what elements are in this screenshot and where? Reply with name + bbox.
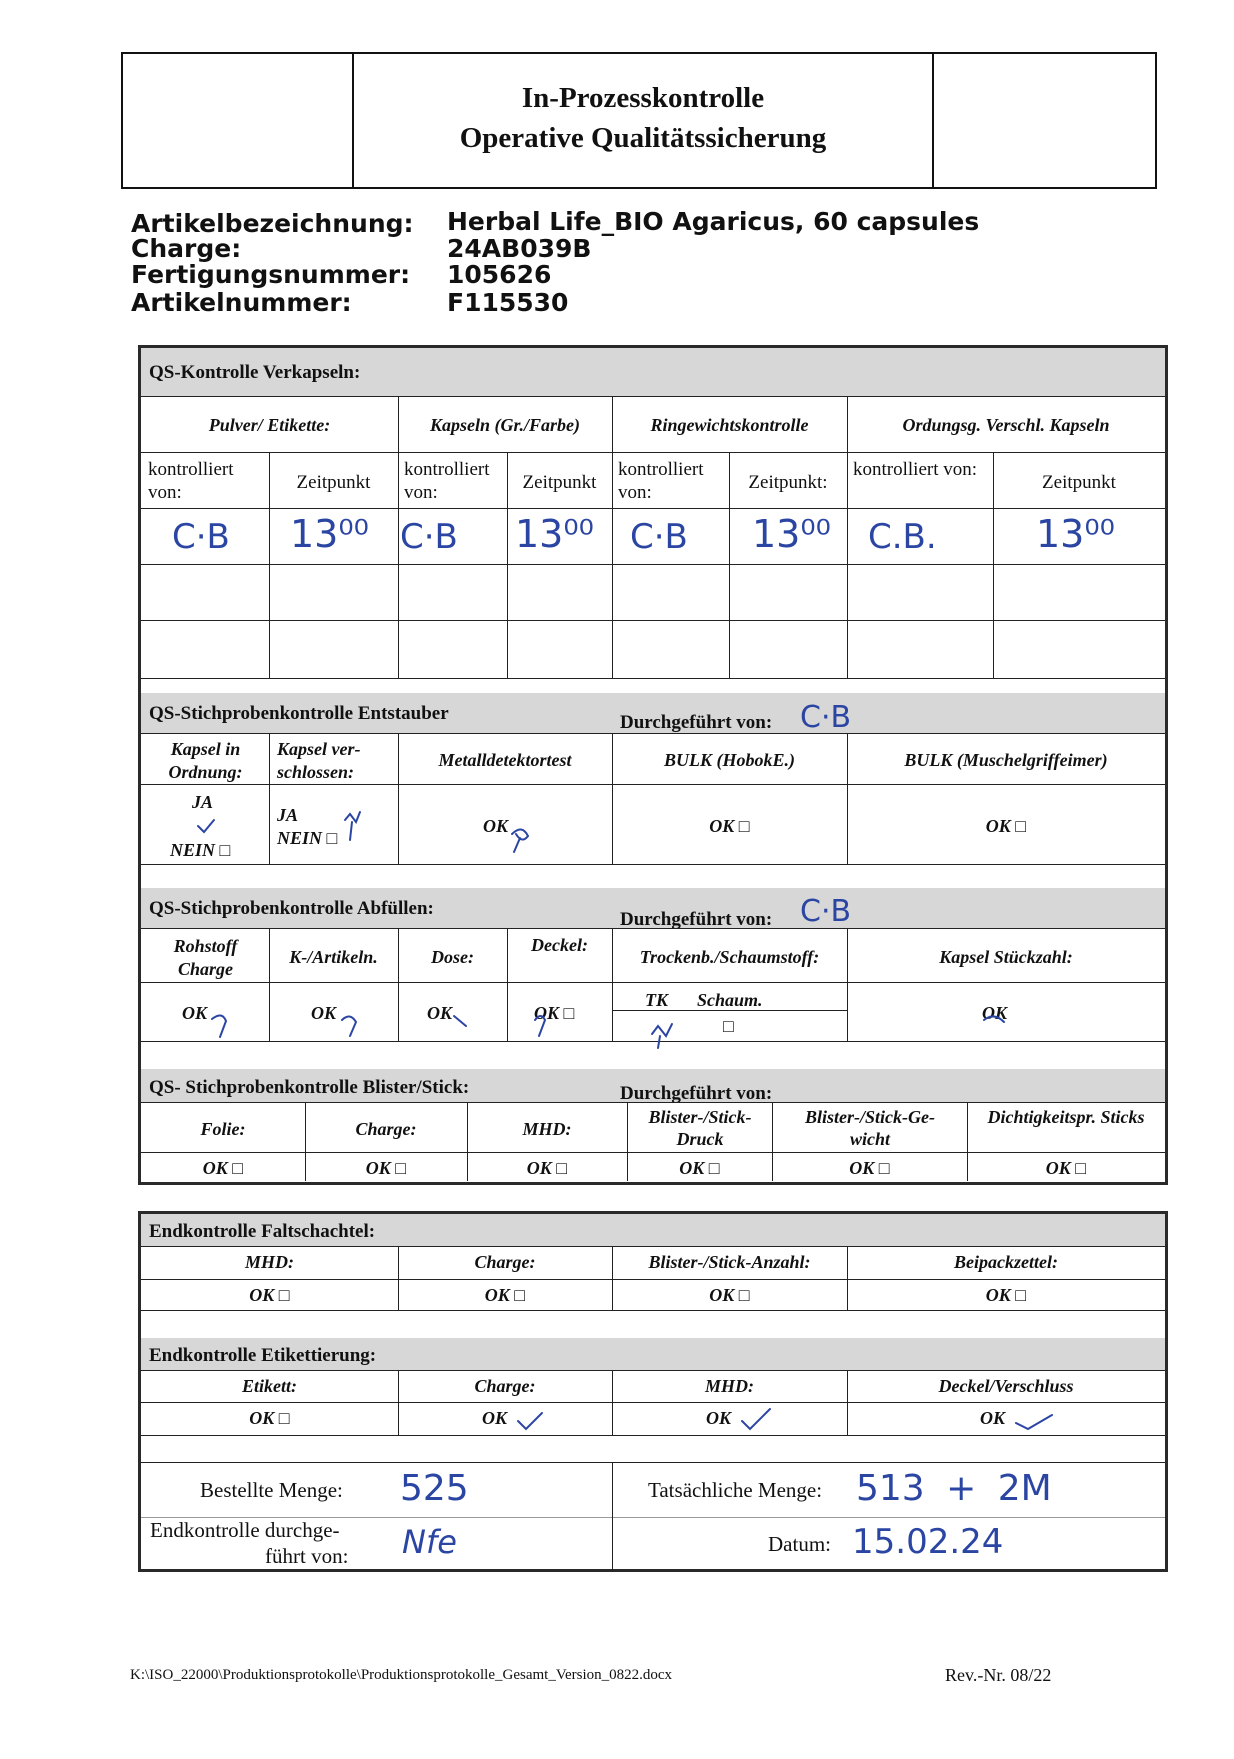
col-folie: Folie: [200, 1119, 246, 1139]
value-artikelbezeichnung: Herbal Life_BIO Agaricus, 60 capsules [447, 207, 980, 236]
check-mark-deckel [535, 1016, 545, 1036]
sub-kontrolliert-1: kontrolliert von: [148, 459, 234, 503]
falt-ok-mhd[interactable]: OK □ [249, 1285, 290, 1305]
check-mark-ja-1 [198, 820, 214, 832]
handwritten-time-4: 13⁰⁰ [1036, 512, 1115, 556]
col-blister-druck: Blister-/Stick-Druck [648, 1107, 752, 1149]
value-tatsaechliche-menge: 513 + 2M [856, 1468, 1052, 1509]
header-subtitle: Operative Qualitätssicherung [459, 122, 827, 154]
col-blister-gewicht: Blister-/Stick-Ge-wicht [805, 1107, 935, 1149]
col-dichtigkeit: Dichtigkeitspr. Sticks [987, 1107, 1145, 1127]
entstauber-ja-1: JA [192, 792, 214, 812]
sub-zeitpunkt-3: Zeitpunkt: [748, 472, 828, 493]
col-falt-mhd: MHD: [245, 1252, 294, 1272]
section-title-blister: QS- Stichprobenkontrolle Blister/Stick: [149, 1077, 470, 1098]
col-pulver-etikette: Pulver/ Etikette: [208, 415, 331, 435]
col-bulk-muschel: BULK (Muschelgriffeimer) [904, 750, 1108, 770]
blister-ok-gewicht[interactable]: OK □ [849, 1158, 890, 1178]
abfuellen-performed-label: Durchgeführt von: [620, 909, 773, 930]
abfuellen-ok-k-artikeln[interactable]: OK [311, 1003, 337, 1023]
sub-zeitpunkt-1: Zeitpunkt [296, 472, 371, 493]
abfuellen-ok-stueckzahl[interactable]: OK [982, 1003, 1008, 1023]
section-title-verkapseln: QS-Kontrolle Verkapseln: [149, 362, 361, 383]
col-verschluss: Ordungsg. Verschl. Kapseln [902, 415, 1110, 435]
entstauber-performed-label: Durchgeführt von: [620, 712, 773, 733]
label-endkontrolle-2: führt von: [265, 1544, 349, 1568]
col-ringewicht: Ringewichtskontrolle [650, 415, 809, 435]
section-title-entstauber: QS-Stichprobenkontrolle Entstauber [149, 703, 449, 724]
abfuellen-tk: TK [645, 990, 669, 1010]
value-fertigungsnummer: 105626 [447, 260, 552, 289]
abfuellen-schaum: Schaum. [697, 990, 763, 1010]
handwritten-time-1: 13⁰⁰ [290, 512, 369, 556]
col-falt-charge: Charge: [474, 1252, 536, 1272]
check-mark-ja-2 [345, 812, 360, 840]
blister-ok-charge[interactable]: OK □ [365, 1158, 407, 1178]
abfuellen-ok-dose[interactable]: OK [427, 1003, 453, 1023]
falt-ok-charge[interactable]: OK □ [484, 1285, 526, 1305]
check-mark-etik-mhd [742, 1409, 770, 1429]
col-blister-charge: Charge: [355, 1119, 417, 1139]
section-title-etikettierung: Endkontrolle Etikettierung: [149, 1345, 377, 1366]
check-mark-metal [512, 829, 528, 852]
value-endkontrolle: Nfe [402, 1523, 457, 1561]
section-title-abfuellen: QS-Stichprobenkontrolle Abfüllen: [149, 898, 434, 919]
value-datum: 15.02.24 [852, 1522, 1004, 1562]
col-etik-etikett: Etikett: [242, 1376, 297, 1396]
check-mark-tk [652, 1024, 672, 1048]
etik-ok-deckel[interactable]: OK [980, 1408, 1006, 1428]
col-k-artikeln: K-/Artikeln. [289, 947, 378, 967]
blister-ok-druck[interactable]: OK □ [679, 1158, 720, 1178]
falt-ok-beipackzettel[interactable]: OK □ [985, 1285, 1027, 1305]
col-kapsel-verschlossen: Kapsel ver-schlossen: [277, 739, 361, 782]
section-title-faltschachtel: Endkontrolle Faltschachtel: [149, 1221, 376, 1242]
label-endkontrolle-1: Endkontrolle durchge- [150, 1518, 340, 1542]
col-metalldetektor: Metalldetektortest [438, 750, 572, 770]
footer-file-path: K:\ISO_22000\Produktionsprotokolle\Produktionsprotokolle_Gesamt_Version_0822.docx [130, 1667, 673, 1683]
entstauber-ok-bulk-hobok[interactable]: OK □ [709, 816, 750, 836]
entstauber-nein-2[interactable]: NEIN □ [277, 828, 338, 848]
label-charge: Charge: [131, 234, 242, 263]
abfuellen-ok-deckel[interactable]: OK □ [534, 1003, 575, 1023]
blister-ok-folie[interactable]: OK □ [202, 1158, 244, 1178]
col-etik-charge: Charge: [474, 1376, 536, 1396]
header-title: In-Prozesskontrolle [521, 82, 765, 114]
sub-kontrolliert-4: kontrolliert von: [853, 459, 978, 480]
blister-performed-label: Durchgeführt von: [620, 1083, 773, 1104]
col-kapsel-stueckzahl: Kapsel Stückzahl: [939, 947, 1073, 967]
handwritten-initials-2: C·B [400, 517, 458, 557]
handwritten-initials-3: C·B [630, 517, 688, 557]
col-kapseln: Kapseln (Gr./Farbe) [429, 415, 580, 435]
col-bulk-hobok: BULK (HobokE.) [663, 750, 795, 770]
abfuellen-performed-by: C·B [800, 894, 852, 929]
value-bestellte-menge: 525 [400, 1468, 469, 1509]
blister-ok-mhd[interactable]: OK □ [526, 1158, 568, 1178]
abfuellen-schaum-checkbox[interactable]: □ [723, 1016, 734, 1036]
handwritten-initials-4: C.B. [868, 517, 937, 557]
value-charge: 24AB039B [447, 234, 592, 263]
etik-ok-charge[interactable]: OK [482, 1408, 508, 1428]
check-mark-rohstoff [212, 1015, 226, 1037]
label-artikelnummer: Artikelnummer: [131, 288, 352, 317]
col-falt-anzahl: Blister-/Stick-Anzahl: [648, 1252, 811, 1272]
col-falt-beipackzettel: Beipackzettel: [954, 1252, 1058, 1272]
entstauber-performed-by: C·B [800, 700, 852, 735]
sub-zeitpunkt-2: Zeitpunkt [522, 472, 597, 493]
footer-revision: Rev.-Nr. 08/22 [945, 1665, 1052, 1685]
sub-kontrolliert-3: kontrolliert von: [618, 459, 704, 503]
label-tatsaechliche-menge: Tatsächliche Menge: [648, 1478, 823, 1502]
entstauber-ja-2: JA [277, 805, 299, 825]
col-deckel: Deckel: [531, 935, 588, 955]
col-etik-mhd: MHD: [705, 1376, 754, 1396]
check-mark-dose [454, 1016, 466, 1026]
col-rohstoff-charge: Rohstoff Charge [173, 936, 238, 979]
entstauber-ok-metal[interactable]: OK [483, 816, 509, 836]
check-mark-etik-deckel [1016, 1415, 1052, 1429]
entstauber-ok-bulk-muschel[interactable]: OK □ [985, 816, 1027, 836]
check-mark-etik-charge [518, 1413, 542, 1429]
etik-ok-mhd[interactable]: OK [706, 1408, 732, 1428]
check-mark-stueckzahl [984, 1016, 1004, 1022]
sub-kontrolliert-2: kontrolliert von: [404, 459, 490, 503]
col-blister-mhd: MHD: [522, 1119, 572, 1139]
etik-ok-etikett[interactable]: OK □ [249, 1408, 290, 1428]
blister-ok-dichtigkeit[interactable]: OK □ [1045, 1158, 1087, 1178]
value-artikelnummer: F115530 [447, 288, 569, 317]
handwritten-initials-1: C·B [172, 517, 230, 557]
handwritten-time-2: 13⁰⁰ [515, 512, 594, 556]
col-etik-deckel: Deckel/Verschluss [938, 1376, 1074, 1396]
sub-zeitpunkt-4: Zeitpunkt [1042, 472, 1116, 493]
entstauber-nein-1[interactable]: NEIN □ [170, 840, 231, 860]
col-kapsel-ordnung: Kapsel in Ordnung: [168, 739, 243, 782]
handwritten-time-3: 13⁰⁰ [752, 512, 831, 556]
label-artikelbezeichnung: Artikelbezeichnung: [131, 209, 414, 238]
col-trockenb-schaumstoff: Trockenb./Schaumstoff: [639, 947, 820, 967]
falt-ok-anzahl[interactable]: OK □ [709, 1285, 750, 1305]
col-dose: Dose: [431, 947, 474, 967]
check-mark-k-artikeln [342, 1016, 356, 1036]
abfuellen-ok-rohstoff[interactable]: OK [182, 1003, 208, 1023]
label-datum: Datum: [768, 1532, 831, 1556]
label-fertigungsnummer: Fertigungsnummer: [131, 260, 411, 289]
label-bestellte-menge: Bestellte Menge: [200, 1478, 343, 1502]
